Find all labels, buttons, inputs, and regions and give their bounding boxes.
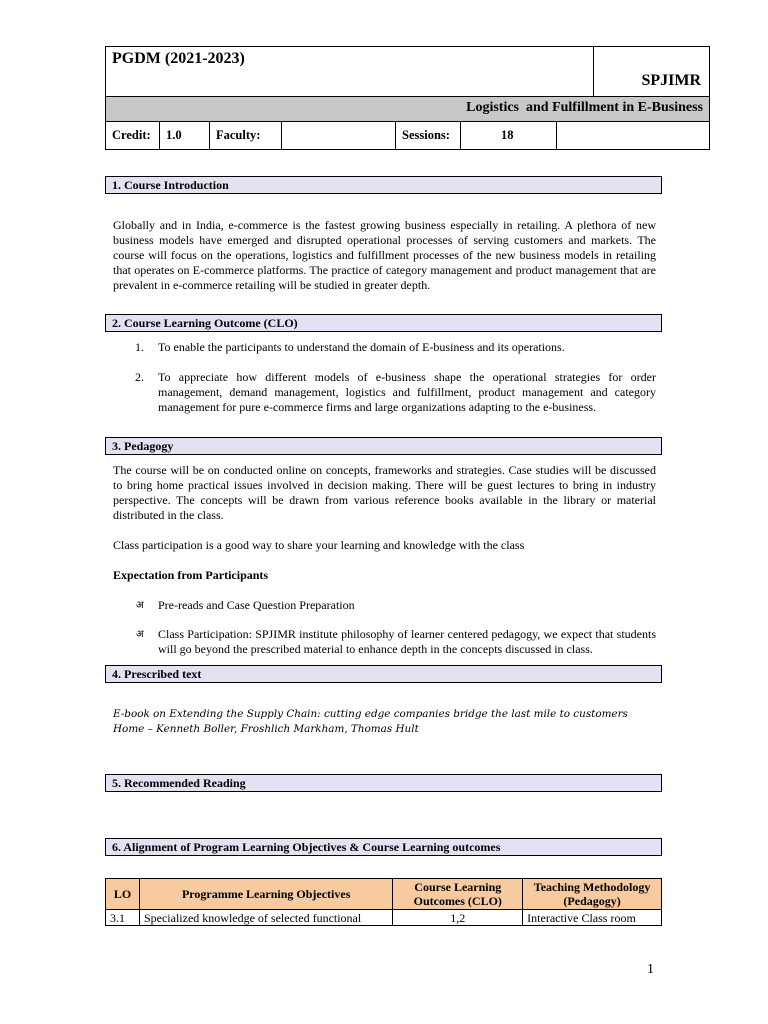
alignment-table <box>105 878 662 926</box>
header-lo: LO <box>106 879 140 910</box>
course-title-bar <box>106 97 709 122</box>
section-prescribed-text: 4. Prescribed text <box>105 665 662 683</box>
bullet-icon: अ <box>136 629 144 640</box>
course-introduction-text: Globally and in India, e-commerce is the fastest growing business especially in retailing. A plethora of new business models have emerged and disrupted operational processes of serving customers and markets. The course will focus on the operations, logistics and fulfillment processes of the new business models in retailing that operates on E-commerce platforms. The practice of category management and product management that are prevalent in e-commerce retailing will be studied in greater depth. <box>113 218 656 292</box>
sessions-label: Sessions: <box>396 122 461 149</box>
pedagogy-text: The course will be on conducted online on concepts, frameworks and strategies. Case studies will be discussed to bring home practical issues involved in decision making. There will be guest lectures to bring in industry perspective. The concepts will be drawn from various reference books available in the library or material distributed in the class. <box>113 463 656 522</box>
page-number: 1 <box>647 962 654 977</box>
institute-name: SPJIMR <box>641 72 701 89</box>
program-name: PGDM (2021-2023) <box>112 50 245 67</box>
section-recommended-reading: 5. Recommended Reading <box>105 774 662 792</box>
prescribed-ebook: E-book on Extending the Supply Chain: cutting edge companies bridge the last mile to customers Home – Kenneth Boller, Froshlich Markham, Thomas Hult <box>113 708 628 735</box>
header-programme-objectives: Programme Learning Objectives <box>139 879 392 910</box>
bullet-icon: अ <box>136 600 144 611</box>
section-pedagogy: 3. Pedagogy <box>105 437 662 455</box>
row-clo: 1,2 <box>393 910 523 926</box>
expectation-item-2: Class Participation: SPJIMR institute philosophy of learner centered pedagogy, we expect that students will go beyond the prescribed material to enhance depth in the concepts discussed in class. <box>158 627 656 656</box>
row-lo: 3.1 <box>106 910 140 926</box>
clo-item-1-number: 1. <box>135 340 144 354</box>
table-row <box>106 910 662 926</box>
header-top-row <box>106 47 709 97</box>
credit-label: Credit: <box>106 122 160 149</box>
header-info-row <box>106 122 709 149</box>
clo-item-2-text: To appreciate how different models of e-business shape the operational strategies for order management, demand management, logistics and fulfillment, product management and category management for pure e-commerce firms and large organizations adapting to the e-business. <box>158 370 656 414</box>
header-teaching-methodology: Teaching Methodology (Pedagogy) <box>523 879 662 910</box>
row-programme-objective: Specialized knowledge of selected functional <box>139 910 392 926</box>
faculty-label: Faculty: <box>210 122 282 149</box>
expectation-item-1: Pre-reads and Case Question Preparation <box>158 598 355 612</box>
header-course-outcomes: Course Learning Outcomes (CLO) <box>393 879 523 910</box>
participation-text: Class participation is a good way to share your learning and knowledge with the class <box>113 538 525 552</box>
credit-value: 1.0 <box>160 122 210 149</box>
clo-item-1-text: To enable the participants to understand the domain of E-business and its operations. <box>158 340 565 354</box>
clo-item-2-number: 2. <box>135 370 144 384</box>
row-teaching-methodology: Interactive Class room <box>523 910 662 926</box>
expectation-heading: Expectation from Participants <box>113 568 269 582</box>
course-title: Logistics and Fulfillment in E-Business <box>466 100 703 115</box>
table-header-row <box>106 879 662 910</box>
section-course-learning-outcome: 2. Course Learning Outcome (CLO) <box>105 314 662 332</box>
section-course-introduction: 1. Course Introduction <box>105 176 662 194</box>
header-divider <box>593 47 594 96</box>
section-alignment: 6. Alignment of Program Learning Objectives & Course Learning outcomes <box>105 838 662 856</box>
faculty-value <box>282 122 396 149</box>
empty-cell <box>557 122 709 149</box>
course-header-table <box>105 46 710 150</box>
sessions-value: 18 <box>461 122 557 149</box>
